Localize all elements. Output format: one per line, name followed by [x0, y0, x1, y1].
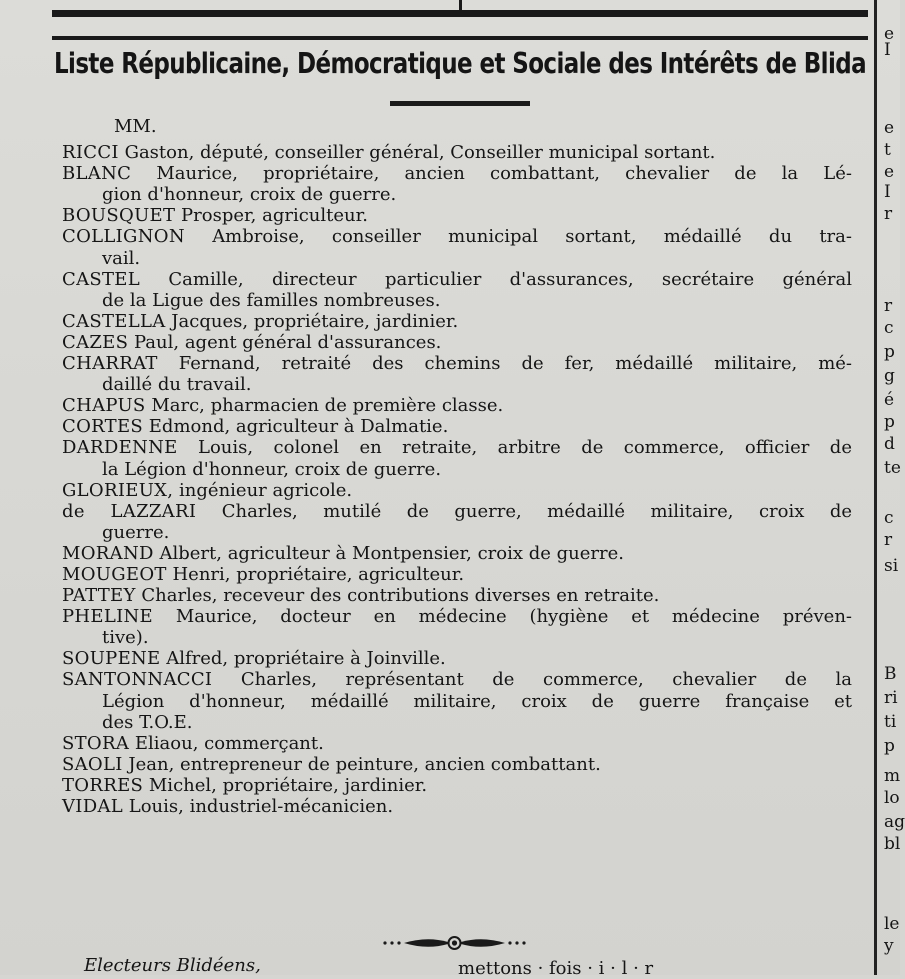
candidate-surname: TORRES: [62, 774, 144, 796]
candidate-first-line: [62, 353, 852, 374]
candidate-description: agriculteur.: [262, 205, 368, 227]
candidate-firstname: Gaston,: [124, 142, 195, 164]
candidate-entry: [62, 163, 852, 205]
candidate-description: mutilé de guerre, médaillé militaire, croix de: [323, 500, 852, 522]
candidate-surname: CAZES: [62, 331, 129, 353]
candidate-description: représentant de commerce, chevalier de la: [345, 669, 852, 691]
top-rule: [52, 10, 868, 17]
candidate-first-line: [62, 543, 852, 564]
candidate-continuation: guerre.: [102, 521, 170, 543]
candidate-entry: [62, 416, 852, 437]
entries-container: [62, 142, 852, 817]
candidate-firstname: Charles,: [221, 500, 298, 522]
candidate-entry: [62, 733, 852, 754]
adjacent-column-letter: si: [884, 556, 899, 576]
candidate-entry: [62, 395, 852, 416]
candidate-firstname: Maurice,: [156, 163, 238, 185]
candidate-firstname: Albert,: [159, 542, 222, 564]
candidate-description: propriétaire, ancien combattant, chevalier de la Lé-: [263, 163, 852, 185]
candidate-first-line: [62, 269, 852, 290]
candidate-firstname: Charles,: [240, 669, 317, 691]
candidate-continuation: de la Ligue des familles nombreuses.: [102, 289, 441, 311]
candidate-surname: PATTEY: [62, 585, 136, 607]
candidate-first-line: [62, 754, 852, 775]
candidate-entry: [62, 564, 852, 585]
candidate-entry: [62, 543, 852, 564]
candidate-continuation: des T.O.E.: [102, 711, 193, 733]
adjacent-column-letter: y: [884, 936, 894, 956]
adjacent-column-fragments: [880, 0, 905, 975]
top-rule-thin: [52, 36, 868, 40]
candidate-description: propriétaire à Joinville.: [233, 648, 446, 670]
candidate-first-line: [62, 142, 852, 163]
candidate-first-line: [62, 564, 852, 585]
candidate-first-line: [62, 733, 852, 754]
candidate-description: propriétaire, jardinier.: [222, 774, 428, 796]
candidate-entry: [62, 353, 852, 395]
candidate-description: ingénieur agricole.: [179, 479, 353, 501]
candidate-entry: [62, 205, 852, 226]
candidate-continuation: daillé du travail.: [102, 374, 252, 396]
candidate-surname: CORTES: [62, 416, 144, 438]
candidate-surname: CASTEL: [62, 268, 141, 290]
candidate-description: directeur particulier d'assurances, secrétaire général: [271, 268, 852, 290]
candidate-surname: de LAZZARI: [62, 500, 197, 522]
candidate-surname: DARDENNE: [62, 437, 178, 459]
candidate-description: colonel en retraite, arbitre de commerce, officier de: [273, 437, 852, 459]
candidate-continuation: gion d'honneur, croix de guerre.: [102, 184, 397, 206]
candidate-description: receveur des contributions diverses en retraite.: [223, 585, 660, 607]
candidate-entry: [62, 480, 852, 501]
adjacent-column-letter: t: [884, 140, 891, 160]
adjacent-column-letter: r: [884, 296, 893, 316]
candidate-firstname: Eliaou,: [134, 732, 199, 754]
adjacent-column-letter: c: [884, 508, 894, 528]
adjacent-column-letter: r: [884, 530, 893, 550]
column-separator: [874, 0, 877, 975]
candidate-description: conseiller municipal sortant, médaillé du tra-: [331, 226, 852, 248]
candidate-description: agent général d'assurances.: [184, 331, 442, 353]
candidate-entry: [62, 775, 852, 796]
candidate-continuation: tive).: [102, 627, 149, 649]
candidate-continuation: Légion d'honneur, médaillé militaire, croix de guerre française et: [102, 690, 852, 712]
candidate-first-line: [62, 669, 852, 690]
candidate-first-line: [62, 648, 852, 669]
adjacent-column-letter: lo: [884, 788, 900, 808]
candidate-first-line: [62, 437, 852, 458]
candidate-description: député, conseiller général, Conseiller municipal sortant.: [200, 142, 716, 164]
candidate-description: docteur en médecine (hygiène et médecine préven-: [280, 606, 852, 628]
candidate-first-line: [62, 480, 852, 501]
candidate-surname: COLLIGNON: [62, 226, 185, 248]
candidate-list: [62, 116, 852, 817]
candidate-surname: SOUPENE: [62, 648, 161, 670]
candidate-surname: SANTONNACCI: [62, 669, 213, 691]
candidate-firstname: Louis,: [198, 437, 254, 459]
candidate-entry: [62, 669, 852, 732]
candidate-first-line: [62, 332, 852, 353]
candidate-entry: [62, 754, 852, 775]
candidate-firstname: Alfred,: [166, 648, 229, 670]
candidate-continuation: la Légion d'honneur, croix de guerre.: [102, 458, 442, 480]
adjacent-column-letter: le: [884, 914, 900, 934]
candidate-continuation: vail.: [102, 247, 141, 269]
candidate-description: propriétaire, agriculteur.: [236, 563, 465, 585]
candidate-surname: VIDAL: [62, 796, 123, 817]
candidate-first-line: [62, 205, 852, 226]
adjacent-column-letter: te: [884, 458, 901, 478]
adjacent-column-letter: B: [884, 664, 897, 684]
candidate-entry: [62, 226, 852, 268]
candidate-surname: SAOLI: [62, 753, 123, 775]
adjacent-column-letter: I: [884, 40, 891, 60]
adjacent-column-letter: ag: [884, 812, 905, 832]
candidate-description: entrepreneur de peinture, ancien combattant.: [180, 753, 601, 775]
candidate-description: industriel-mécanicien.: [189, 796, 394, 817]
candidate-entry: [62, 585, 852, 606]
candidate-surname: BLANC: [62, 163, 132, 185]
adjacent-column-letter: p: [884, 412, 895, 432]
candidate-surname: STORA: [62, 732, 130, 754]
candidate-first-line: [62, 775, 852, 796]
salutation: MM.: [114, 116, 157, 137]
candidate-firstname: Marc,: [151, 395, 205, 417]
title-underline: [390, 101, 530, 106]
candidate-firstname: Edmond,: [148, 416, 231, 438]
candidate-entry: [62, 648, 852, 669]
list-title: Liste Républicaine, Démocratique et Sociale des Intérêts de Blida: [54, 48, 867, 81]
footer-fragment: mettons · fois · i · l · r: [458, 958, 654, 979]
candidate-firstname: Fernand,: [178, 353, 261, 375]
adjacent-column-letter: m: [884, 766, 901, 786]
candidate-first-line: [62, 501, 852, 522]
adjacent-column-letter: é: [884, 390, 895, 410]
candidate-entry: [62, 269, 852, 311]
candidate-description: retraité des chemins de fer, médaillé militaire, mé-: [281, 353, 852, 375]
candidate-entry: [62, 311, 852, 332]
candidate-firstname: Michel,: [148, 774, 217, 796]
candidate-description: commerçant.: [204, 732, 324, 754]
candidate-firstname: Henri,: [172, 563, 231, 585]
adjacent-column-letter: p: [884, 342, 895, 362]
candidate-description: agriculteur à Dalmatie.: [235, 416, 449, 438]
candidate-firstname: Paul,: [133, 331, 180, 353]
candidate-entry: [62, 606, 852, 648]
candidate-firstname: Maurice,: [175, 606, 258, 628]
candidate-surname: BOUSQUET: [62, 205, 176, 227]
candidate-first-line: [62, 395, 852, 416]
adjacent-column-letter: e: [884, 24, 895, 44]
candidate-description: agriculteur à Montpensier, croix de guerre.: [227, 542, 624, 564]
ornament-divider: [382, 933, 527, 953]
adjacent-column-letter: c: [884, 318, 894, 338]
candidate-entry: [62, 796, 852, 817]
candidate-surname: GLORIEUX,: [62, 479, 174, 501]
adjacent-column-letter: ti: [884, 712, 897, 732]
adjacent-column-letter: d: [884, 434, 895, 454]
candidate-first-line: [62, 311, 852, 332]
candidate-firstname: Camille,: [168, 268, 244, 290]
candidate-first-line: [62, 796, 852, 817]
adjacent-column-letter: I: [884, 182, 891, 202]
candidate-surname: CHARRAT: [62, 353, 158, 375]
candidate-first-line: [62, 416, 852, 437]
candidate-entry: [62, 332, 852, 353]
footer-heading: Electeurs Blidéens,: [84, 955, 261, 976]
candidate-firstname: Charles,: [141, 585, 218, 607]
candidate-surname: MOUGEOT: [62, 563, 167, 585]
candidate-firstname: Jean,: [128, 753, 175, 775]
candidate-description: propriétaire, jardinier.: [253, 310, 459, 332]
candidate-firstname: Jacques,: [171, 310, 249, 332]
candidate-first-line: [62, 226, 852, 247]
candidate-surname: RICCI: [62, 142, 119, 164]
adjacent-column-letter: bl: [884, 834, 901, 854]
candidate-surname: CHAPUS: [62, 395, 146, 417]
adjacent-column-letter: p: [884, 736, 895, 756]
adjacent-column-letter: r: [884, 204, 893, 224]
candidate-first-line: [62, 585, 852, 606]
adjacent-column-letter: ri: [884, 688, 898, 708]
candidate-entry: [62, 501, 852, 543]
candidate-description: pharmacien de première classe.: [210, 395, 504, 417]
candidate-surname: CASTELLA: [62, 310, 166, 332]
candidate-entry: [62, 437, 852, 479]
adjacent-column-letter: e: [884, 162, 895, 182]
candidate-surname: MORAND: [62, 542, 154, 564]
candidate-firstname: Ambroise,: [212, 226, 305, 248]
candidate-entry: [62, 142, 852, 163]
candidate-first-line: [62, 606, 852, 627]
candidate-surname: PHELINE: [62, 606, 154, 628]
candidate-firstname: Prosper,: [181, 205, 257, 227]
candidate-first-line: [62, 163, 852, 184]
candidate-firstname: Louis,: [128, 796, 184, 817]
adjacent-column-letter: e: [884, 118, 895, 138]
adjacent-column-letter: g: [884, 366, 895, 386]
